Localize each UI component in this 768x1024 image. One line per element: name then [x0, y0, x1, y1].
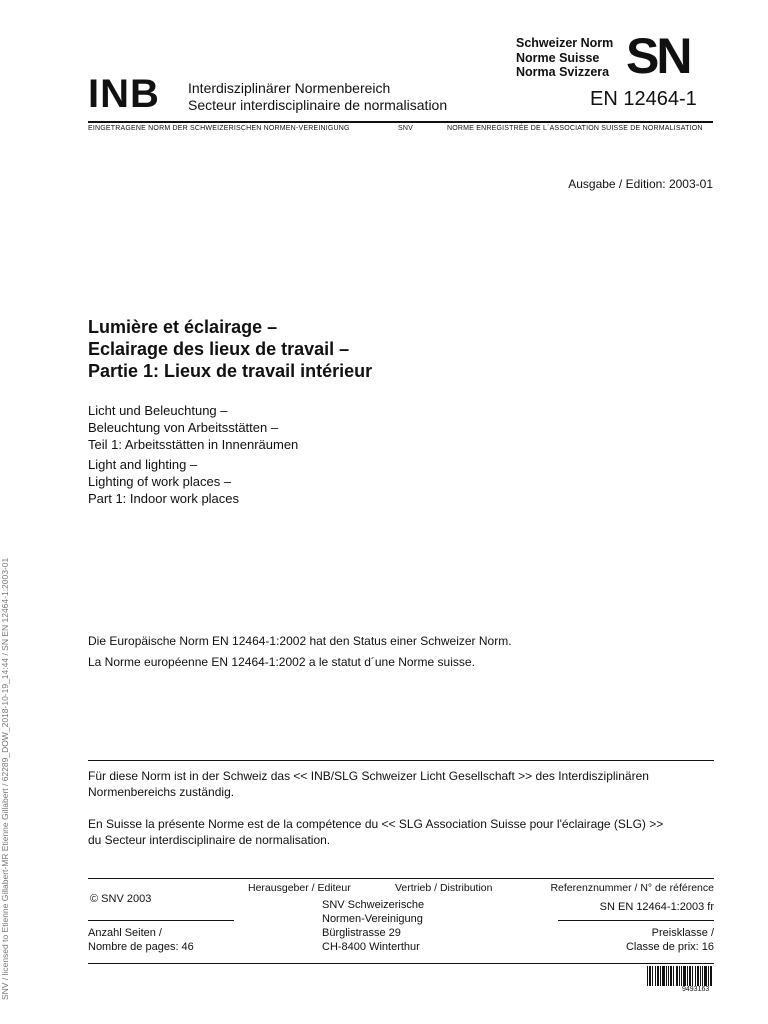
pages-label-fr: Nombre de pages: 46 [88, 941, 194, 953]
title-de-line: Beleuchtung von Arbeitsstätten – [88, 420, 279, 435]
publisher-address [322, 898, 424, 954]
registry-fr: NORME ENREGISTRÉE DE L´ASSOCIATION SUISSE DE NORMALISATION [447, 125, 703, 132]
registry-de: EINGETRAGENE NORM DER SCHWEIZERISCHEN NORMEN-VEREINIGUNG [88, 125, 350, 132]
title-de-line: Teil 1: Arbeitsstätten in Innenräumen [88, 437, 299, 452]
resp-de-line: Für diese Norm ist in der Schweiz das << INB/SLG Schweizer Licht Gesellschaft >> des Interdisziplinären [88, 769, 649, 783]
title-en-line: Part 1: Indoor work places [88, 491, 240, 506]
reference-number: SN EN 12464-1:2003 fr [599, 901, 714, 913]
distribution-label: Vertrieb / Distribution [395, 882, 493, 894]
pages-label-de: Anzahl Seiten / [88, 927, 162, 939]
publisher-line: SNV Schweizerische [322, 899, 425, 911]
status-french: La Norme européenne EN 12464-1:2002 a le statut d´une Norme suisse. [88, 655, 475, 669]
title-fr-line: Partie 1: Lieux de travail intérieur [88, 361, 373, 381]
sn-label-it: Norma Svizzera [516, 65, 610, 79]
resp-de-line: Normenbereichs zuständig. [88, 785, 235, 799]
footer-bottom-divider [88, 963, 714, 964]
status-german: Die Europäische Norm EN 12464-1:2002 hat den Status einer Schweizer Norm. [88, 634, 512, 648]
page-count [88, 926, 194, 954]
resp-fr-line: En Suisse la présente Norme est de la compétence du << SLG Association Suisse pour l'éclairage (SLG) >> [88, 817, 664, 831]
sn-norm-labels [516, 36, 613, 80]
footer-left-divider [88, 920, 234, 921]
reference-label: Referenznummer / N° de référence [550, 882, 714, 894]
copyright: © SNV 2003 [90, 893, 152, 905]
license-side-note: SNV / licensed to Etienne Gillabert-MR Etienne Gillabert / 62289_DOW_2018-10-19_14:44 / SN EN 12464-1:2003-01 [0, 557, 10, 1000]
title-english [88, 456, 239, 507]
resp-fr-line: du Secteur interdisciplinaire de normalisation. [88, 833, 331, 847]
publisher-line: CH-8400 Winterthur [322, 941, 420, 953]
publisher-line: Normen-Vereinigung [322, 913, 423, 925]
price-label: Preisklasse / [651, 927, 714, 939]
sn-label-de: Schweizer Norm [516, 36, 614, 50]
footer-right-divider [558, 920, 714, 921]
barcode-icon [647, 966, 713, 986]
inb-name-fr: Secteur interdisciplinaire de normalisation [188, 97, 448, 113]
responsibility-german [88, 768, 718, 800]
norm-number: EN 12464-1 [590, 88, 697, 110]
sn-logo-text: SN [626, 33, 690, 77]
title-fr-line: Eclairage des lieux de travail – [88, 339, 350, 359]
title-german [88, 402, 298, 453]
price-class [626, 926, 714, 954]
registry-snv: SNV [398, 125, 413, 132]
publisher-label: Herausgeber / Editeur [248, 882, 351, 894]
sn-logo-icon [626, 33, 716, 77]
barcode-number: 9493163 [682, 986, 710, 993]
edition-date: Ausgabe / Edition: 2003-01 [568, 177, 713, 191]
responsibility-french [88, 816, 718, 848]
sn-label-fr: Norme Suisse [516, 50, 600, 65]
inb-logo: INB [88, 72, 160, 116]
title-fr-line: Lumière et éclairage – [88, 317, 278, 337]
title-de-line: Licht und Beleuchtung – [88, 403, 228, 418]
header-divider [88, 121, 713, 123]
title-en-line: Light and lighting – [88, 457, 198, 472]
publisher-line: Bürglistrasse 29 [322, 927, 401, 939]
title-en-line: Lighting of work places – [88, 474, 232, 489]
title-french [88, 316, 372, 382]
price-value: Classe de prix: 16 [625, 941, 714, 953]
footer-top-divider [88, 878, 714, 879]
section-divider [88, 760, 714, 761]
inb-name-de: Interdisziplinärer Normenbereich [188, 80, 391, 96]
